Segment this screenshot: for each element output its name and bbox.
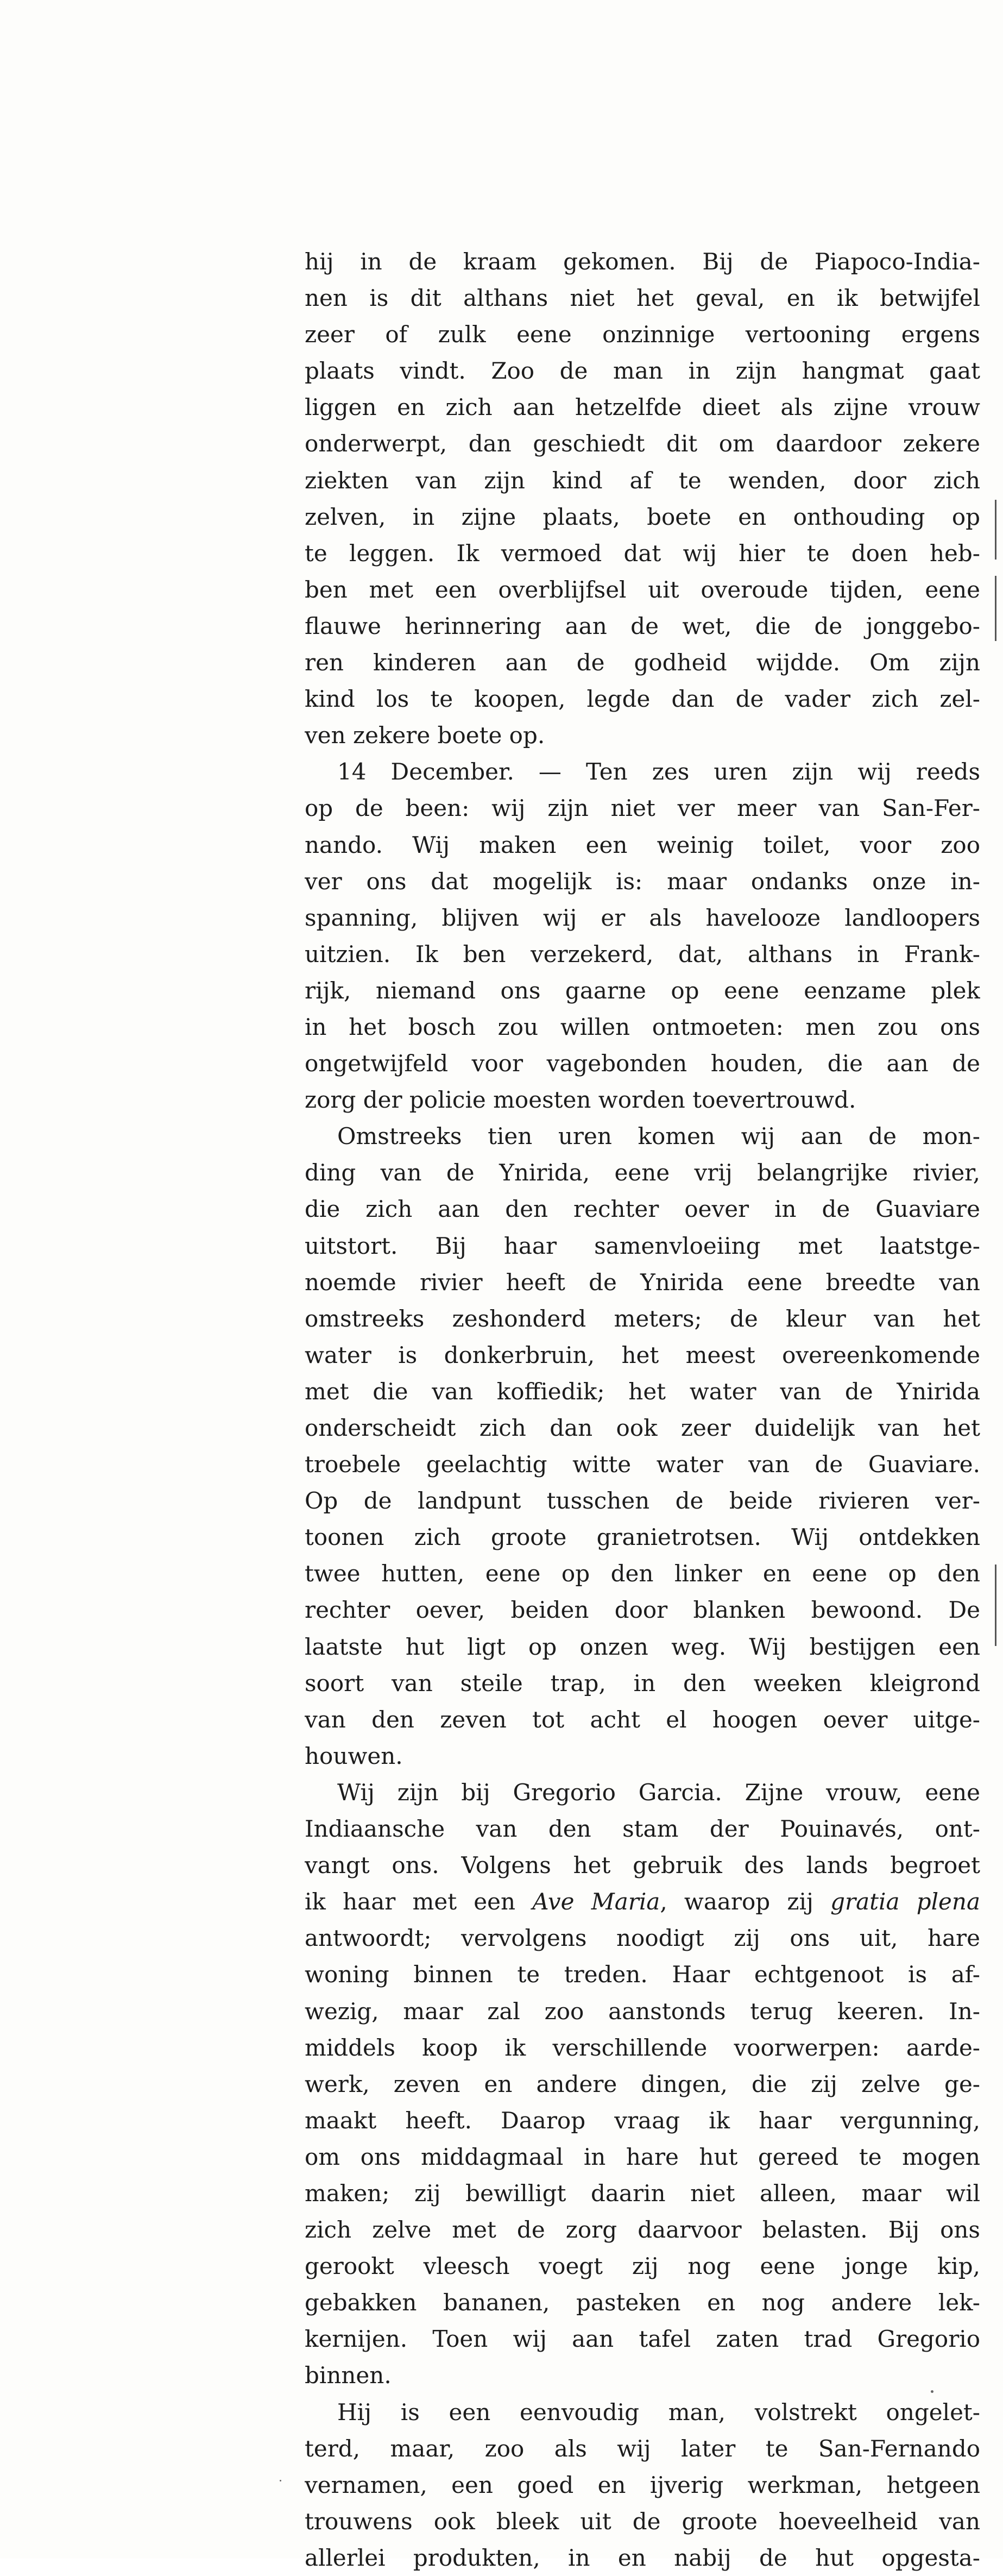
text-line: vangt ons. Volgens het gebruik des lands begroet [305,1852,980,1879]
text-line: wezig, maar zal zoo aanstonds terug keeren. In- [305,1997,980,2025]
text-line: flauwe herinnering aan de wet, die de jonggebo- [305,612,980,639]
text-line: onderwerpt, dan geschiedt dit om daardoor zekere [305,430,980,457]
text-line: op de been: wij zijn niet ver meer van San-Fer- [305,795,980,822]
text-line: allerlei produkten, in en nabij de hut opgesta- [305,2544,980,2571]
text-line: antwoordt; vervolgens noodigt zij ons uit, hare [305,1925,980,1952]
text-line: gerookt vleesch voegt zij nog eene jonge kip, [305,2253,980,2280]
text-line: Hij is een eenvoudig man, volstrekt ongelet- [337,2398,980,2426]
text-line: van den zeven tot acht el hoogen oever uitge- [305,1706,980,1733]
text-line: ziekten van zijn kind af te wenden, door zich [305,467,980,494]
text-line: onderscheidt zich dan ook zeer duidelijk van het [305,1415,980,1441]
text-line: kind los te koopen, legde dan de vader zich zel- [305,686,980,713]
text-line: hij in de kraam gekomen. Bij de Piapoco-Indiа- [305,248,980,275]
body-text [305,243,980,2576]
text-line: gebakken bananen, pasteken en nog andere lek- [305,2289,980,2316]
text-line: om ons middagmaal in hare hut gereed te mogen [305,2143,980,2170]
text-line: met die van koffiedik; het water van de Ynirida [305,1378,980,1405]
text-line: ven zekere boete op. [305,722,545,749]
text-line: zorg der policie moesten worden toevertrouwd. [305,1086,856,1114]
text-line: middels koop ik verschillende voorwerpen: aarde- [305,2034,980,2061]
text-line: troebele geelachtig witte water van de Guaviare. [305,1451,980,1478]
text-line: laatste hut ligt op onzen weg. Wij bestijgen een [305,1633,980,1660]
text-line: ben met een overblijfsel uit overoude tijden, eene [305,576,980,603]
text-line: water is donkerbruin, het meest overeenkomende [305,1341,980,1368]
text-line: Wij zijn bij Gregorio Garcia. Zijne vrouw, eene [337,1779,980,1806]
text-line: woning binnen te treden. Haar echtgenoot is af- [305,1961,980,1988]
text-line: vernamen, een goed en ijverig werkman, hetgeen [305,2471,980,2498]
text-line: Op de landpunt tusschen de beide rivieren ver- [305,1487,980,1515]
text-line: Indiaansche van den stam der Pouinavés, ont- [305,1815,980,1843]
text-line: zich zelve met de zorg daarvoor belasten. Bij ons [305,2216,980,2244]
margin-rule [995,500,996,560]
text-line: uitstort. Bij haar samenvloeiing met laatstge- [305,1232,980,1259]
text-line: soort van steile trap, in den weeken kleigrond [305,1669,980,1697]
text-line: noemde rivier heeft de Ynirida eene breedte van [305,1268,980,1296]
ink-speck [280,2480,281,2481]
text-line: kernijen. Toen wij aan tafel zaten trad Gregorio [305,2326,980,2353]
text-line: die zich aan den rechter oever in de Guaviare [305,1196,980,1223]
text-line: plaats vindt. Zoo de man in zijn hangmat gaat [305,357,980,385]
text-line: houwen. [305,1742,403,1769]
text-line: spanning, blijven wij er als havelooze landloopers [305,904,980,931]
margin-rule [995,1565,996,1646]
ink-speck [931,2390,933,2393]
text-line: maakt heeft. Daarop vraag ik haar vergunning, [305,2107,980,2134]
text-line: ren kinderen aan de godheid wijdde. Om zijn [305,649,980,676]
text-line: ik haar met een Ave Maria, waarop zij gratia plena [305,1888,980,1915]
text-line: rijk, niemand ons gaarne op eene eenzame plek [305,977,980,1004]
margin-rule [995,576,996,641]
text-line: werk, zeven en andere dingen, die zij zelve ge- [305,2070,980,2097]
text-line: trouwens ook bleek uit de groote hoeveelheid van [305,2508,980,2535]
text-line: maken; zij bewilligt daarin niet alleen, maar wil [305,2179,980,2207]
text-line: uitzien. Ik ben verzekerd, dat, althans in Frank- [305,940,980,967]
text-line: nando. Wij maken een weinig toilet, voor zoo [305,831,980,858]
text-line: zeer of zulk eene onzinnige vertooning ergens [305,321,980,348]
text-line: nen is dit althans niet het geval, en ik betwijfel [305,285,980,312]
text-line: ongetwijfeld voor vagebonden houden, die aan de [305,1050,980,1077]
text-line: zelven, in zijne plaats, boete en onthouding op [305,503,980,530]
text-line: ding van de Ynirida, eene vrij belangrijke rivier, [305,1159,980,1186]
text-line: Omstreeks tien uren komen wij aan de mon- [337,1123,980,1150]
italic-phrase: Ave Maria [532,1888,660,1915]
text-line: binnen. [305,2362,392,2389]
text-line: toonen zich groote granietrotsen. Wij ontdekken [305,1524,980,1551]
text-line: rechter oever, beiden door blanken bewoond. De [305,1597,980,1624]
text-line: liggen en zich aan hetzelfde dieet als zijne vrouw [305,394,980,421]
text-line: in het bosch zou willen ontmoeten: men zou ons [305,1013,980,1040]
italic-phrase: gratia plena [830,1888,980,1915]
text-line: twee hutten, eene op den linker en eene op den [305,1560,980,1587]
text-line: ver ons dat mogelijk is: maar ondanks onze in- [305,868,980,895]
text-line: te leggen. Ik vermoed dat wij hier te doen heb- [305,539,980,567]
text-line: omstreeks zeshonderd meters; de kleur van het [305,1305,980,1332]
text-line: 14 December. — Ten zes uren zijn wij reeds [337,758,980,786]
text-line: terd, maar, zoo als wij later te San-Fernando [305,2435,980,2462]
